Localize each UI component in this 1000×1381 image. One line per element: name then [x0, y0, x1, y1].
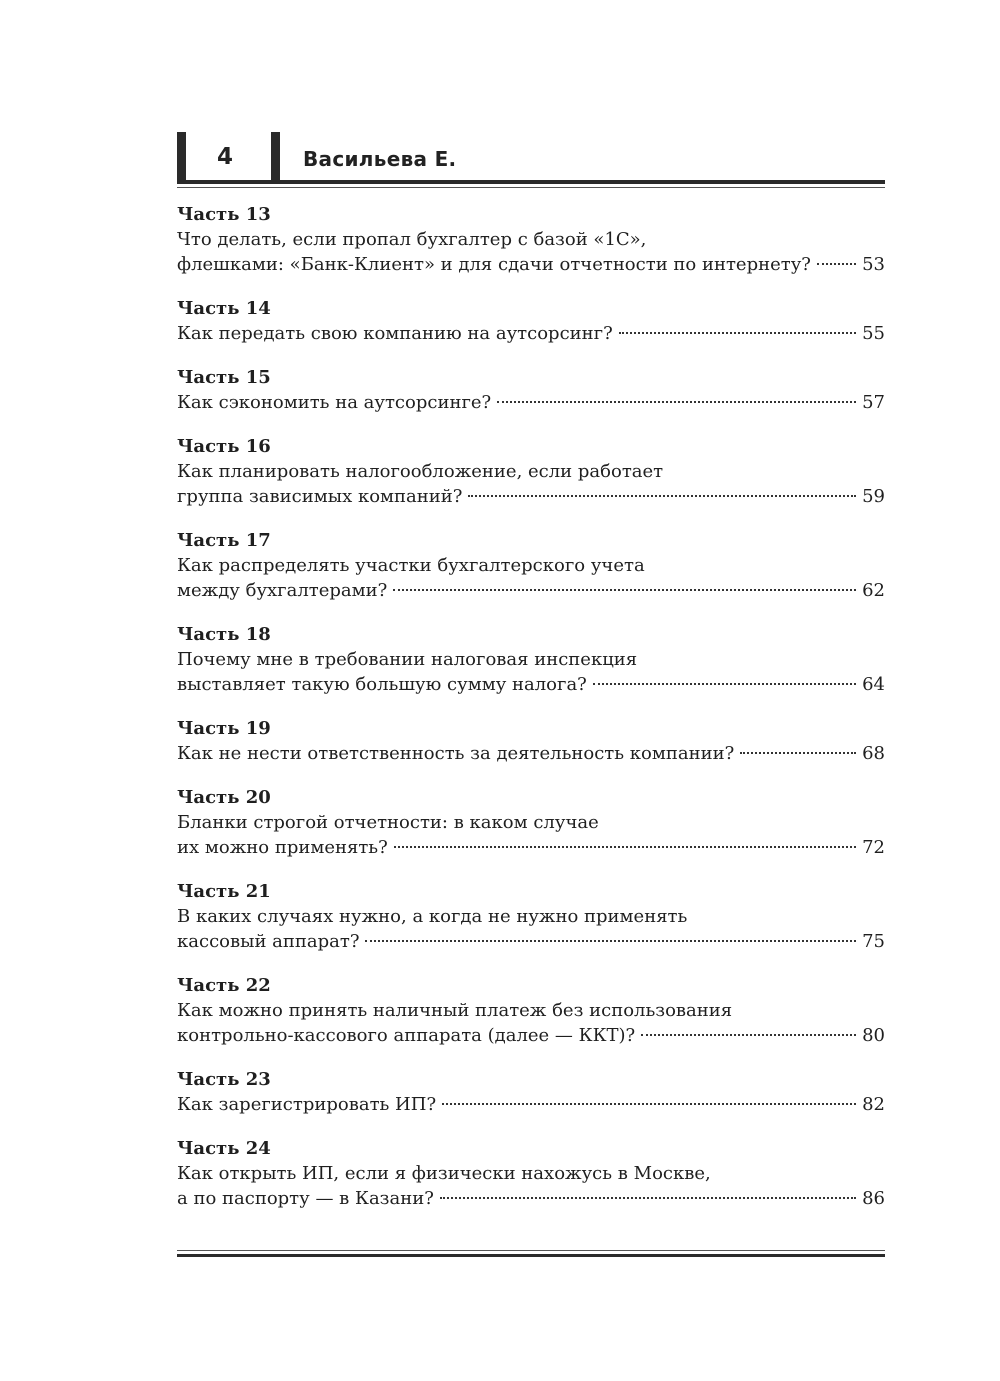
toc-title-line: Что делать, если пропал бухгалтер с базой «1С», — [177, 229, 647, 250]
toc-page-number: 59 — [862, 486, 885, 507]
toc-title-text: флешками: «Банк-Клиент» и для сдачи отчетности по интернету? — [177, 254, 811, 275]
toc-leader-dots — [442, 1103, 856, 1105]
toc-part-label: Часть 18 — [177, 624, 271, 645]
toc-title-text: Как не нести ответственность за деятельность компании? — [177, 743, 735, 764]
toc-page-number: 82 — [862, 1094, 885, 1115]
toc-title-last-line — [177, 1186, 885, 1211]
toc-entry — [177, 716, 885, 766]
toc-part-label: Часть 22 — [177, 975, 271, 996]
toc-title-last-line — [177, 1092, 885, 1117]
toc-title-text: группа зависимых компаний? — [177, 486, 463, 507]
header-rule-thin — [177, 187, 885, 188]
toc-entry — [177, 622, 885, 697]
running-header — [177, 132, 885, 188]
toc-page-number: 68 — [862, 743, 885, 764]
toc-title-text: выставляет такую большую сумму налога? — [177, 674, 587, 695]
toc-entry — [177, 1136, 885, 1211]
toc-entry — [177, 1067, 885, 1117]
footer-rule-thick — [177, 1254, 885, 1257]
toc-title-last-line — [177, 741, 885, 766]
toc-page-number: 86 — [862, 1188, 885, 1209]
toc-title-last-line — [177, 672, 885, 697]
toc-entry — [177, 785, 885, 860]
toc-title-line: Как планировать налогообложение, если работает — [177, 461, 664, 482]
toc-entry — [177, 879, 885, 954]
toc-entry — [177, 202, 885, 277]
toc-part-label: Часть 19 — [177, 718, 271, 739]
table-of-contents — [177, 202, 885, 1230]
toc-leader-dots — [468, 495, 856, 497]
toc-page-number: 62 — [862, 580, 885, 601]
toc-entry — [177, 434, 885, 509]
toc-page-number: 72 — [862, 837, 885, 858]
toc-leader-dots — [619, 332, 856, 334]
toc-title-text: а по паспорту — в Казани? — [177, 1188, 434, 1209]
toc-title-line: Как открыть ИП, если я физически нахожусь в Москве, — [177, 1163, 711, 1184]
toc-part-label: Часть 21 — [177, 881, 271, 902]
page-number: 4 — [217, 144, 234, 170]
toc-entry — [177, 296, 885, 346]
toc-title-text: их можно применять? — [177, 837, 388, 858]
toc-title-text: Как сэкономить на аутсорсинге? — [177, 392, 492, 413]
toc-entry — [177, 365, 885, 415]
toc-title-text: Как зарегистрировать ИП? — [177, 1094, 437, 1115]
toc-title-last-line — [177, 1023, 885, 1048]
toc-title-text: контрольно-кассового аппарата (далее — ККТ)? — [177, 1025, 636, 1046]
toc-page-number: 64 — [862, 674, 885, 695]
toc-title-last-line — [177, 390, 885, 415]
toc-part-label: Часть 20 — [177, 787, 271, 808]
toc-leader-dots — [497, 401, 856, 403]
toc-page-number: 80 — [862, 1025, 885, 1046]
toc-title-text: Как передать свою компанию на аутсорсинг? — [177, 323, 613, 344]
toc-part-label: Часть 23 — [177, 1069, 271, 1090]
toc-leader-dots — [393, 589, 856, 591]
toc-part-label: Часть 14 — [177, 298, 271, 319]
toc-page-number: 75 — [862, 931, 885, 952]
toc-part-label: Часть 17 — [177, 530, 271, 551]
toc-title-line: Почему мне в требовании налоговая инспекция — [177, 649, 638, 670]
toc-title-text: между бухгалтерами? — [177, 580, 388, 601]
toc-title-last-line — [177, 321, 885, 346]
toc-part-label: Часть 24 — [177, 1138, 271, 1159]
toc-leader-dots — [394, 846, 856, 848]
toc-part-label: Часть 13 — [177, 204, 271, 225]
toc-title-last-line — [177, 252, 885, 277]
toc-title-last-line — [177, 578, 885, 603]
toc-leader-dots — [593, 683, 856, 685]
toc-part-label: Часть 15 — [177, 367, 271, 388]
toc-title-line: Как распределять участки бухгалтерского учета — [177, 555, 645, 576]
toc-title-last-line — [177, 484, 885, 509]
toc-entry — [177, 528, 885, 603]
toc-title-text: кассовый аппарат? — [177, 931, 360, 952]
toc-page-number: 53 — [862, 254, 885, 275]
footer-rule-thin — [177, 1250, 885, 1251]
toc-part-label: Часть 16 — [177, 436, 271, 457]
toc-page-number: 55 — [862, 323, 885, 344]
header-bar-left — [177, 132, 186, 184]
header-rule-thick — [177, 180, 885, 184]
toc-title-line: Как можно принять наличный платеж без использования — [177, 1000, 733, 1021]
author-name: Васильева Е. — [303, 147, 457, 171]
header-bar-separator — [271, 132, 280, 184]
toc-leader-dots — [641, 1034, 856, 1036]
toc-leader-dots — [440, 1197, 856, 1199]
toc-title-line: Бланки строгой отчетности: в каком случае — [177, 812, 599, 833]
toc-title-last-line — [177, 929, 885, 954]
toc-title-last-line — [177, 835, 885, 860]
toc-leader-dots — [817, 263, 856, 265]
toc-title-line: В каких случаях нужно, а когда не нужно применять — [177, 906, 688, 927]
toc-leader-dots — [365, 940, 856, 942]
toc-entry — [177, 973, 885, 1048]
toc-page-number: 57 — [862, 392, 885, 413]
toc-leader-dots — [740, 752, 856, 754]
